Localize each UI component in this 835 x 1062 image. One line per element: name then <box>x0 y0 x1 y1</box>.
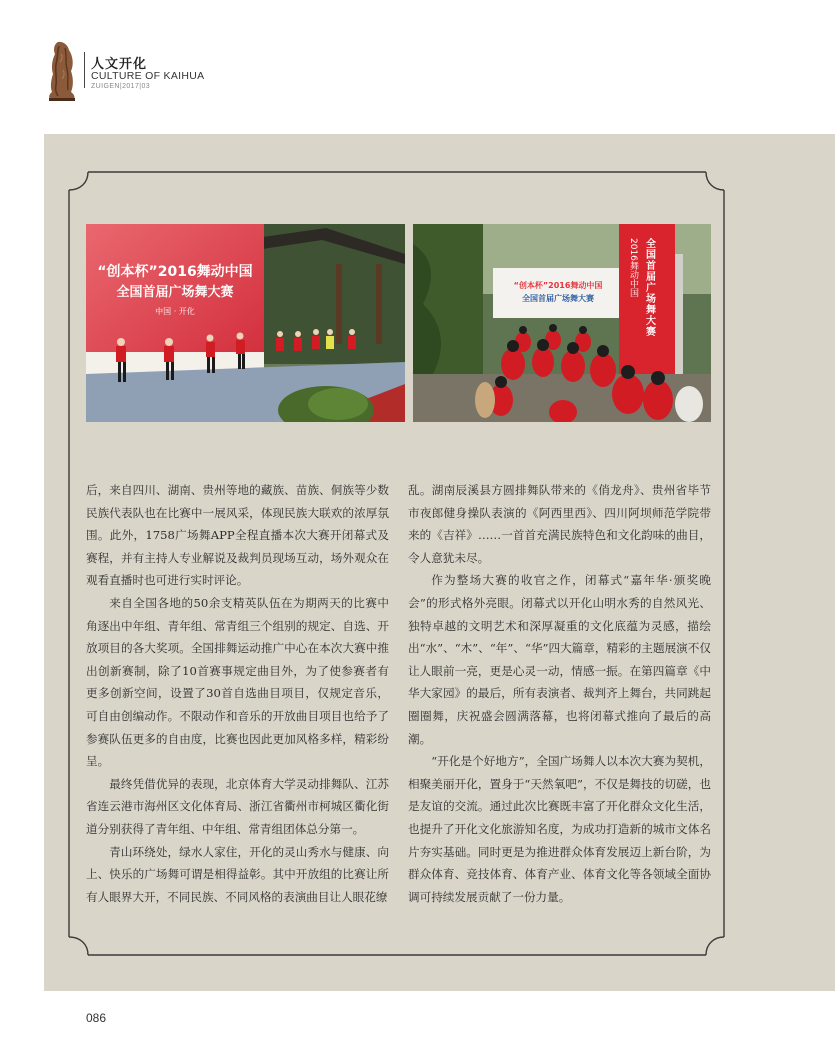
paragraph: 乱。湖南辰溪县方圆排舞队带来的《俏龙舟》、贵州省毕节市夜郎健身操队表演的《阿西里西》、四川阿坝师范学院带来的《吉祥》……一首首充满民族特色和文化韵味的曲目，令人意犹未尽。 <box>408 483 711 565</box>
paragraph: 来自全国各地的50余支精英队伍在为期两天的比赛中角逐出中年组、青年组、常青组三个组别的规定、自选、开放项目的各大奖项。全国排舞运动推广中心在本次大赛中推出创新赛制，除了10首赛事规定曲目外，为了使参赛者有更多创新空间，设置了30首自选曲目项目，仅规定音乐，可自由创编动作。不限动作和音乐的开放曲目项目也给予了参赛队伍更多的自由度，比赛也因此更加风格多样，精彩纷呈。 <box>86 595 389 769</box>
flag-text-b: 2016舞动中国 <box>628 238 638 297</box>
paragraph: 青山环绕处，绿水人家住，开化的灵山秀水与健康、向上、快乐的广场舞可谓是相得益彰。其中开放组的比赛让所有人眼界大开，不同民族、不同风格的表演曲目让人眼花缭 <box>86 844 389 904</box>
paragraph: 后，来自四川、湖南、贵州等地的藏族、苗族、侗族等少数民族代表队也在比赛中一展风采，体现民族大联欢的浓厚氛围。此外，1758广场舞APP全程直播本次大赛开闭幕式及赛程，并有主持人专业解说及裁判员现场互动，场外观众在观看直播时也可进行实时评论。 <box>86 483 389 588</box>
event-stage-photo <box>86 224 405 422</box>
backdrop-line2: 全国首届广场舞大赛 <box>522 294 594 303</box>
section-subtitle: CULTURE OF KAIHUA <box>91 70 205 82</box>
event-crowd-photo <box>413 224 711 422</box>
banner-line2: 全国首届广场舞大赛 <box>116 285 234 300</box>
flag-text-a: 全国首届广场舞大赛 <box>643 238 655 337</box>
paragraph: “开化是个好地方”，全国广场舞人以本次大赛为契机，相聚美丽开化，置身于“天然氧吧”，不仅是舞技的切磋，也是友谊的交流。通过此次比赛既丰富了开化群众文化生活，也提升了开化文化旅游知名度，为成功打造新的城市文体名片夯实基础。同时更是为推进群众体育发展迈上新台阶，为群众体育、竞技体育、体育产业、体育文化等各领域全面协调可持续发展贡献了一份力量。 <box>408 754 711 904</box>
page-number: 086 <box>86 1011 107 1025</box>
article-column-left <box>86 479 389 908</box>
article-column-right <box>408 479 711 908</box>
banner-line1: “创本杯”2016舞动中国 <box>97 264 253 280</box>
paragraph: 最终凭借优异的表现，北京体育大学灵动排舞队、江苏省连云港市海州区文化体育局、浙江省衢州市柯城区衢化街道分别获得了青年组、中年组、常青组团体总分第一。 <box>86 776 389 836</box>
backdrop-line1: “创本杯”2016舞动中国 <box>513 281 603 290</box>
section-title: 人文开化 <box>91 57 148 72</box>
banner-line3: 中国 · 开化 <box>155 307 195 316</box>
paragraph: 作为整场大赛的收官之作，闭幕式“嘉年华·颁奖晚会”的形式格外亮眼。闭幕式以开化山明水秀的自然风光、独特卓越的文明艺术和深厚凝重的文化底蕴为灵感，描绘出“水”、“木”、“年”、“华”四大篇章，精彩的主题展演不仅让人眼前一亮，更是心灵一动，情感一振。在第四篇章《中华大家园》的最后，所有表演者、裁判齐上舞台，共同跳起圈圈舞，庆祝盛会圆满落幕，也将闭幕式推向了最后的高潮。 <box>408 573 711 746</box>
issue-label: ZUIGEN|2017|03 <box>91 83 151 90</box>
